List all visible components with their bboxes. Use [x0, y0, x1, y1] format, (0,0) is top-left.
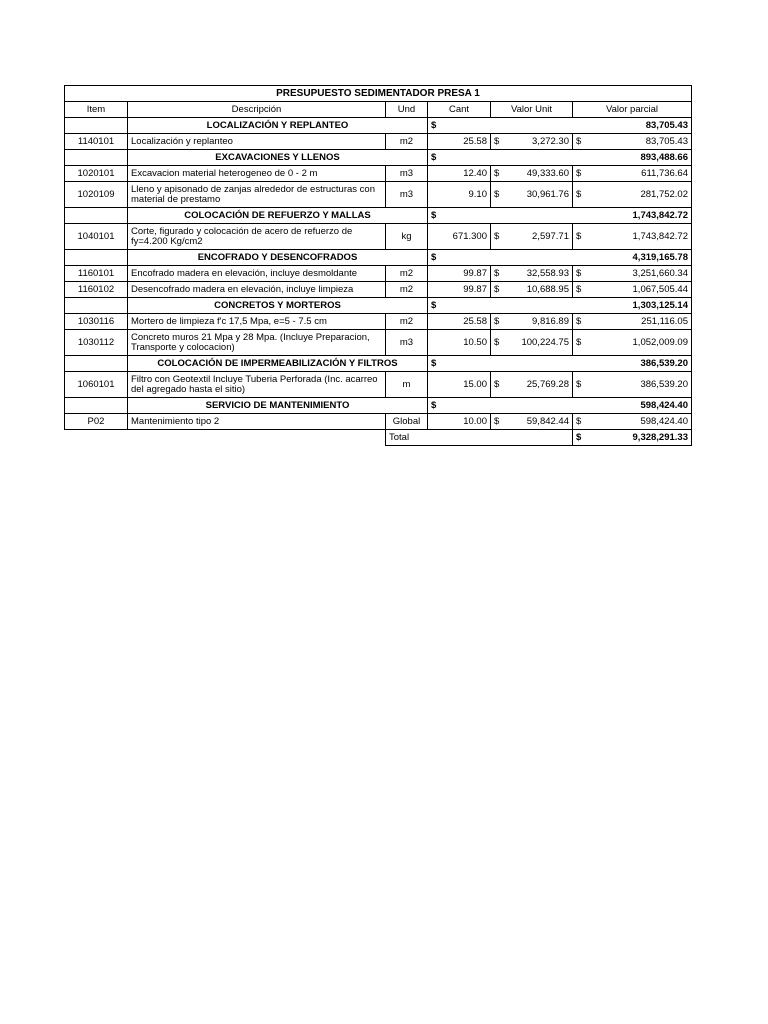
table-row [65, 224, 692, 250]
item-quantity: 99.87 [428, 266, 491, 282]
section-blank [491, 298, 591, 314]
section-blank [491, 118, 591, 134]
item-description: Lleno y apisonado de zanjas alrededor de estructuras con material de prestamo [128, 182, 386, 208]
item-partial-value: 3,251,660.34 [591, 266, 692, 282]
currency-symbol: $ [428, 298, 491, 314]
table-row [65, 314, 692, 330]
section-row [65, 398, 692, 414]
item-unit: Global [386, 414, 428, 430]
section-subtotal: 598,424.40 [591, 398, 692, 414]
currency-symbol: $ [491, 282, 511, 298]
table-row [65, 330, 692, 356]
currency-symbol: $ [428, 208, 491, 224]
section-title: COLOCACIÓN DE IMPERMEABILIZACIÓN Y FILTROS [128, 356, 428, 372]
section-item-blank [65, 118, 128, 134]
section-subtotal: 1,303,125.14 [591, 298, 692, 314]
section-item-blank [65, 398, 128, 414]
item-partial-value: 1,743,842.72 [591, 224, 692, 250]
currency-symbol: $ [428, 250, 491, 266]
item-unit-value: 30,961.76 [511, 182, 573, 208]
currency-symbol: $ [428, 118, 491, 134]
section-row [65, 356, 692, 372]
header-valor-parcial: Valor parcial [573, 102, 692, 118]
item-description: Corte, figurado y colocación de acero de refuerzo de fy=4.200 Kg/cm2 [128, 224, 386, 250]
item-code: 1020101 [65, 166, 128, 182]
item-unit-value: 32,558.93 [511, 266, 573, 282]
section-blank [491, 398, 591, 414]
currency-symbol: $ [491, 414, 511, 430]
item-unit-value: 59,842.44 [511, 414, 573, 430]
currency-symbol: $ [573, 134, 591, 150]
item-unit-value: 25,769.28 [511, 372, 573, 398]
item-description: Desencofrado madera en elevación, incluye limpieza [128, 282, 386, 298]
total-value: 9,328,291.33 [591, 430, 692, 446]
currency-symbol: $ [491, 314, 511, 330]
section-item-blank [65, 208, 128, 224]
section-title: CONCRETOS Y MORTEROS [128, 298, 428, 314]
currency-symbol: $ [573, 430, 591, 446]
currency-symbol: $ [573, 372, 591, 398]
section-item-blank [65, 150, 128, 166]
budget-sheet [64, 85, 691, 446]
header-cant: Cant [428, 102, 491, 118]
currency-symbol: $ [428, 398, 491, 414]
item-description: Encofrado madera en elevación, incluye desmoldante [128, 266, 386, 282]
total-label: Total [386, 430, 573, 446]
currency-symbol: $ [491, 372, 511, 398]
item-description: Localización y replanteo [128, 134, 386, 150]
budget-table [64, 85, 692, 446]
item-unit-value: 10,688.95 [511, 282, 573, 298]
item-unit-value: 100,224.75 [511, 330, 573, 356]
section-blank [491, 150, 591, 166]
item-unit: m2 [386, 134, 428, 150]
item-unit: m2 [386, 282, 428, 298]
currency-symbol: $ [491, 134, 511, 150]
section-subtotal: 386,539.20 [591, 356, 692, 372]
item-code: 1020109 [65, 182, 128, 208]
table-row [65, 134, 692, 150]
section-title: ENCOFRADO Y DESENCOFRADOS [128, 250, 428, 266]
item-description: Concreto muros 21 Mpa y 28 Mpa. (Incluye Preparacion, Transporte y colocacion) [128, 330, 386, 356]
table-row [65, 372, 692, 398]
section-item-blank [65, 356, 128, 372]
currency-symbol: $ [573, 166, 591, 182]
item-code: 1160101 [65, 266, 128, 282]
currency-symbol: $ [573, 282, 591, 298]
header-descripcion: Descripción [128, 102, 386, 118]
currency-symbol: $ [491, 266, 511, 282]
currency-symbol: $ [491, 330, 511, 356]
currency-symbol: $ [573, 330, 591, 356]
item-description: Excavacion material heterogeneo de 0 - 2 m [128, 166, 386, 182]
item-partial-value: 1,067,505.44 [591, 282, 692, 298]
currency-symbol: $ [491, 182, 511, 208]
item-code: 1030112 [65, 330, 128, 356]
item-description: Mortero de limpieza f'c 17,5 Mpa, e=5 - 7.5 cm [128, 314, 386, 330]
section-item-blank [65, 250, 128, 266]
item-unit: m2 [386, 266, 428, 282]
total-spacer [65, 430, 386, 446]
section-blank [491, 250, 591, 266]
section-row [65, 150, 692, 166]
item-unit-value: 9,816.89 [511, 314, 573, 330]
item-code: 1030116 [65, 314, 128, 330]
item-partial-value: 611,736.64 [591, 166, 692, 182]
section-subtotal: 893,488.66 [591, 150, 692, 166]
item-description: Filtro con Geotextil Incluye Tuberia Perforada (Inc. acarreo del agregado hasta el sitio) [128, 372, 386, 398]
item-unit: kg [386, 224, 428, 250]
item-code: 1160102 [65, 282, 128, 298]
table-row [65, 182, 692, 208]
item-quantity: 12.40 [428, 166, 491, 182]
section-title: EXCAVACIONES Y LLENOS [128, 150, 428, 166]
item-unit: m [386, 372, 428, 398]
currency-symbol: $ [491, 166, 511, 182]
currency-symbol: $ [491, 224, 511, 250]
item-code: 1040101 [65, 224, 128, 250]
currency-symbol: $ [573, 414, 591, 430]
item-quantity: 671.300 [428, 224, 491, 250]
header-und: Und [386, 102, 428, 118]
item-partial-value: 251,116.05 [591, 314, 692, 330]
table-row [65, 282, 692, 298]
item-code: 1060101 [65, 372, 128, 398]
item-unit-value: 49,333.60 [511, 166, 573, 182]
currency-symbol: $ [573, 224, 591, 250]
item-quantity: 15.00 [428, 372, 491, 398]
section-title: LOCALIZACIÓN Y REPLANTEO [128, 118, 428, 134]
item-partial-value: 598,424.40 [591, 414, 692, 430]
table-title: PRESUPUESTO SEDIMENTADOR PRESA 1 [65, 86, 692, 102]
item-unit-value: 3,272.30 [511, 134, 573, 150]
item-code: 1140101 [65, 134, 128, 150]
item-partial-value: 281,752.02 [591, 182, 692, 208]
section-subtotal: 4,319,165.78 [591, 250, 692, 266]
item-code: P02 [65, 414, 128, 430]
currency-symbol: $ [428, 150, 491, 166]
item-partial-value: 386,539.20 [591, 372, 692, 398]
section-row [65, 298, 692, 314]
item-unit-value: 2,597.71 [511, 224, 573, 250]
item-quantity: 10.00 [428, 414, 491, 430]
currency-symbol: $ [428, 356, 491, 372]
section-row [65, 118, 692, 134]
section-row [65, 208, 692, 224]
currency-symbol: $ [573, 182, 591, 208]
section-blank [491, 208, 591, 224]
item-partial-value: 1,052,009.09 [591, 330, 692, 356]
section-title: COLOCACIÓN DE REFUERZO Y MALLAS [128, 208, 428, 224]
item-partial-value: 83,705.43 [591, 134, 692, 150]
section-title: SERVICIO DE MANTENIMIENTO [128, 398, 428, 414]
item-quantity: 25.58 [428, 134, 491, 150]
item-quantity: 10.50 [428, 330, 491, 356]
table-row [65, 166, 692, 182]
currency-symbol: $ [573, 266, 591, 282]
header-item: Item [65, 102, 128, 118]
item-unit: m3 [386, 166, 428, 182]
item-quantity: 9.10 [428, 182, 491, 208]
section-blank [491, 356, 591, 372]
total-row [65, 430, 692, 446]
currency-symbol: $ [573, 314, 591, 330]
section-subtotal: 83,705.43 [591, 118, 692, 134]
item-quantity: 25.58 [428, 314, 491, 330]
item-unit: m3 [386, 182, 428, 208]
table-row [65, 414, 692, 430]
section-subtotal: 1,743,842.72 [591, 208, 692, 224]
section-row [65, 250, 692, 266]
table-row [65, 266, 692, 282]
item-unit: m2 [386, 314, 428, 330]
item-description: Mantenimiento tipo 2 [128, 414, 386, 430]
section-item-blank [65, 298, 128, 314]
item-quantity: 99.87 [428, 282, 491, 298]
header-valor-unit: Valor Unit [491, 102, 573, 118]
item-unit: m3 [386, 330, 428, 356]
